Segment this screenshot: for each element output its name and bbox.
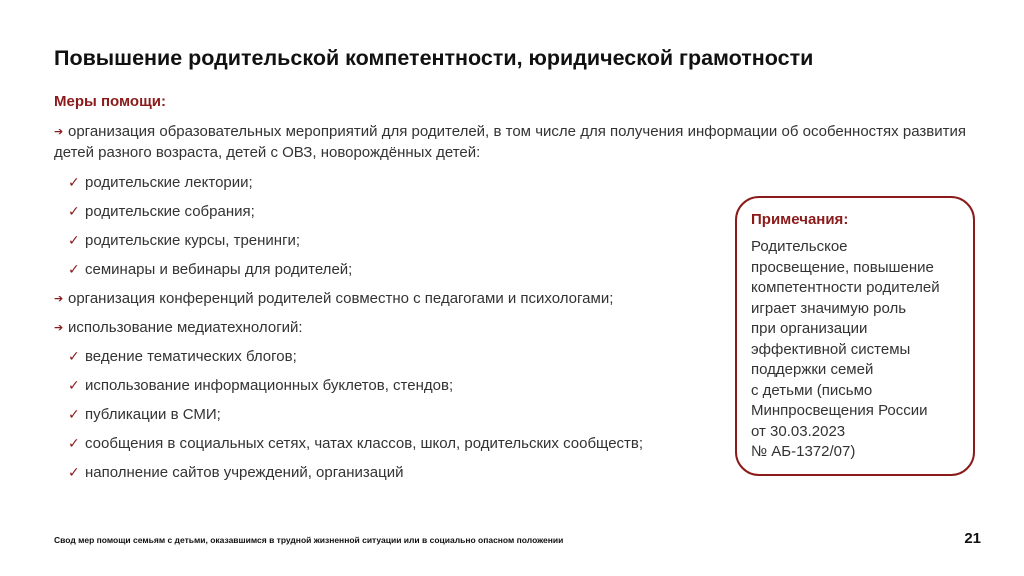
arrow-right-icon: ➔ [54, 322, 64, 334]
checkmark-icon: ✓ [68, 203, 80, 219]
checkmark-icon: ✓ [68, 464, 80, 480]
sub-list-item: ✓ родительские курсы, тренинги; [54, 226, 966, 255]
sub-list-item: ✓ наполнение сайтов учреждений, организаций [54, 458, 966, 487]
note-line: при организации [751, 320, 868, 337]
checkmark-icon: ✓ [68, 348, 80, 364]
checkmark-icon: ✓ [68, 377, 80, 393]
measure-text: использование медиатехнологий: [68, 319, 303, 336]
checkmark-icon: ✓ [68, 174, 80, 190]
note-title: Примечания: [751, 211, 849, 228]
arrow-right-icon: ➔ [54, 293, 64, 305]
checkmark-icon: ✓ [68, 232, 80, 248]
measure-text: организация образовательных мероприятий для родителей, в том числе для получения информации об особенностях развития детей разного возраста, детей с ОВЗ, новорождённых детей: [54, 123, 966, 161]
note-line: от 30.03.2023 [751, 422, 846, 440]
sub-list-item: ✓ публикации в СМИ; [54, 400, 966, 429]
section-subtitle: Меры помощи: [54, 93, 166, 110]
note-line: эффективной системы [751, 340, 911, 358]
sub-list-item: ✓ родительские собрания; [54, 197, 966, 226]
sub-list-item: ✓ использование информационных буклетов, стендов; [54, 371, 966, 400]
checkmark-icon: ✓ [68, 261, 80, 277]
footer-caption: Свод мер помощи семьям с детьми, оказавшимся в трудной жизненной ситуации или в социально опасном положении [54, 535, 564, 545]
note-line: с детьми (письмо [751, 381, 873, 399]
note-line: играет значимую роль [751, 299, 907, 317]
checkmark-icon: ✓ [68, 406, 80, 422]
sub-list-item: ✓ сообщения в социальных сетях, чатах классов, школ, родительских сообществ; [54, 429, 966, 458]
sub-list-item: ✓ ведение тематических блогов; [54, 342, 966, 371]
note-line: № АБ-1372/07) [751, 443, 856, 460]
sub-list-item: ✓ семинары и вебинары для родителей; [54, 255, 966, 284]
page-title: Повышение родительской компетентности, юридической грамотности [54, 46, 814, 70]
checkmark-icon: ✓ [68, 435, 80, 451]
page-number: 21 [964, 530, 981, 547]
note-line: поддержки семей [751, 361, 874, 378]
sub-list-item: ✓ родительские лектории; [54, 168, 966, 197]
measure-text: организация конференций родителей совместно с педагогами и психологами; [68, 290, 614, 307]
note-box [735, 196, 975, 476]
note-line: Минпросвещения России [751, 402, 928, 419]
note-line: компетентности родителей [751, 279, 940, 296]
arrow-right-icon: ➔ [54, 126, 64, 138]
note-line: просвещение, повышение [751, 258, 934, 276]
measure-item [54, 122, 966, 163]
note-line: Родительское [751, 238, 848, 255]
